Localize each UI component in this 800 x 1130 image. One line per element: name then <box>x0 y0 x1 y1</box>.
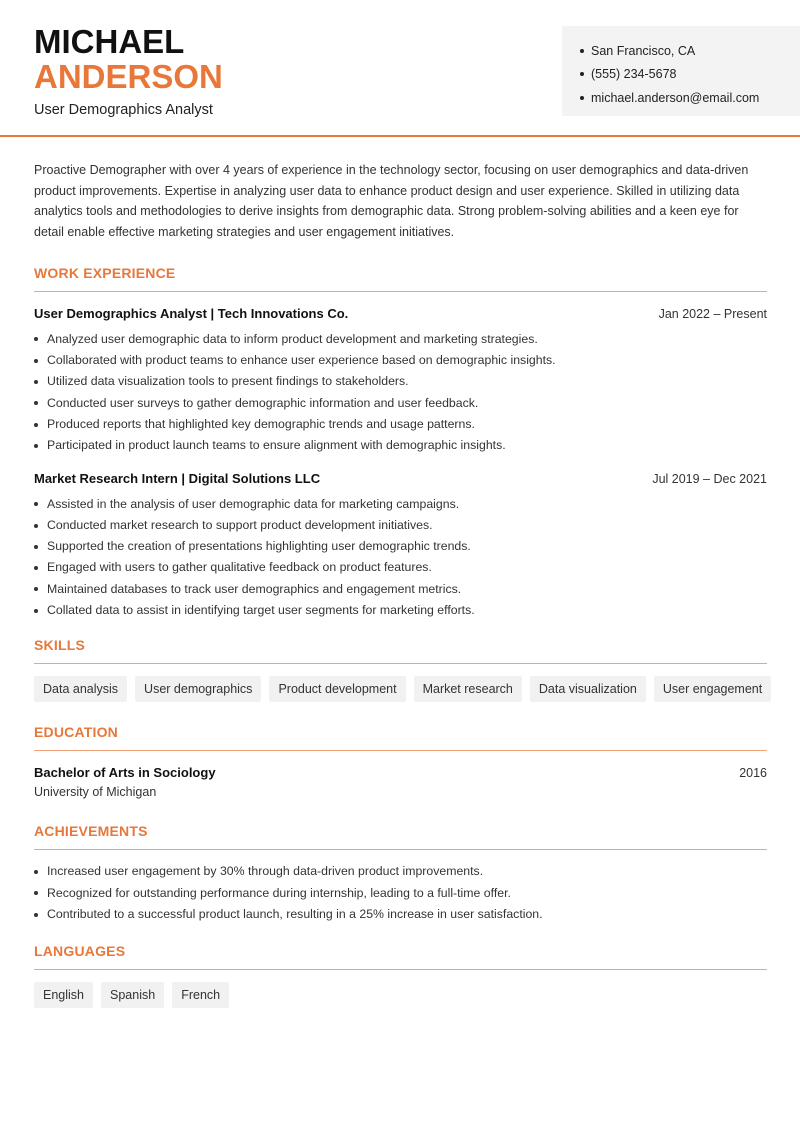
bullet-icon <box>34 444 38 448</box>
section-title-skills: SKILLS <box>34 637 767 664</box>
list-item-text: Produced reports that highlighted key demographic trends and usage patterns. <box>47 417 475 431</box>
summary: Proactive Demographer with over 4 years of experience in the technology sector, focusing on user demographics and data-driven product improvements. Expertise in analyzing user data to enhance product design and user experience. Skilled in utilizing data analytics tools and methodologies to derive insights from demographic data. Strong problem-solving abilities and a keen eye for detail enable effective marketing strategies and user engagement initiatives. <box>34 163 749 240</box>
language-tag: French <box>172 982 229 1008</box>
bullet-icon <box>580 72 584 76</box>
section-title-work: WORK EXPERIENCE <box>34 265 767 292</box>
skills-list <box>34 676 767 702</box>
list-item <box>34 329 767 350</box>
list-item <box>34 414 767 435</box>
contact-location <box>580 39 800 63</box>
list-item <box>34 600 767 621</box>
job-bullets <box>34 329 767 457</box>
bullet-icon <box>34 423 38 427</box>
name-block <box>34 24 223 118</box>
list-item-text: Conducted user surveys to gather demographic information and user feedback. <box>47 395 479 410</box>
job-title: User Demographics Analyst <box>34 102 213 118</box>
bullet-icon <box>34 359 38 363</box>
list-item-text: Assisted in the analysis of user demographic data for marketing campaigns. <box>47 496 460 511</box>
bullet-icon <box>34 524 38 528</box>
list-item-text: Contributed to a successful product launch, resulting in a 25% increase in user satisfaction. <box>47 906 543 921</box>
education-year: 2016 <box>739 766 767 781</box>
list-item-text: Analyzed user demographic data to inform product development and marketing strategies. <box>47 331 538 346</box>
bullet-icon <box>34 870 38 874</box>
job-header <box>34 306 767 321</box>
list-item-text: Supported the creation of presentations highlighting user demographic trends. <box>47 539 471 554</box>
list-item <box>34 536 767 557</box>
list-item <box>34 435 767 456</box>
section-title-education: EDUCATION <box>34 724 767 751</box>
job-entry <box>34 471 767 622</box>
job-entry <box>34 306 767 457</box>
job-role: User Demographics Analyst | Tech Innovations Co. <box>34 305 349 321</box>
list-item-text: Collaborated with product teams to enhance user experience based on demographic insights. <box>47 353 556 368</box>
bullet-icon <box>34 502 38 506</box>
list-item <box>34 515 767 536</box>
skills-section <box>34 637 767 702</box>
bullet-icon <box>34 545 38 549</box>
skill-tag: Product development <box>269 676 405 702</box>
list-item-text: Maintained databases to track user demographics and engagement metrics. <box>47 581 462 596</box>
contact-email-text: michael.anderson@email.com <box>591 90 760 105</box>
resume-header <box>0 0 800 137</box>
resume-body <box>34 160 767 1008</box>
section-title-languages: LANGUAGES <box>34 943 767 970</box>
list-item-text: Utilized data visualization tools to present findings to stakeholders. <box>47 374 409 389</box>
education-section <box>34 724 767 799</box>
skill-tag: Data analysis <box>34 676 127 702</box>
list-item <box>34 494 767 515</box>
contact-phone-text: (555) 234-5678 <box>591 67 677 82</box>
language-tag: English <box>34 982 93 1008</box>
last-name: ANDERSON <box>34 58 223 95</box>
education-degree: Bachelor of Arts in Sociology <box>34 765 216 781</box>
list-item-text: Conducted market research to support product development initiatives. <box>47 517 433 532</box>
list-item <box>34 371 767 392</box>
bullet-icon <box>34 913 38 917</box>
job-header <box>34 471 767 486</box>
job-dates: Jul 2019 – Dec 2021 <box>652 471 767 486</box>
list-item <box>34 883 767 904</box>
list-item <box>34 393 767 414</box>
skill-tag: Data visualization <box>530 676 646 702</box>
bullet-icon <box>34 566 38 570</box>
section-title-achievements: ACHIEVEMENTS <box>34 823 767 850</box>
job-role: Market Research Intern | Digital Solutions LLC <box>34 470 321 486</box>
work-section <box>34 265 767 622</box>
contact-location-text: San Francisco, CA <box>591 43 696 58</box>
list-item <box>34 861 767 882</box>
bullet-icon <box>34 609 38 613</box>
education-entry <box>34 765 767 780</box>
list-item-text: Recognized for outstanding performance during internship, leading to a full-time offer. <box>47 885 511 900</box>
contact-box <box>562 26 800 116</box>
job-dates: Jan 2022 – Present <box>658 306 767 321</box>
list-item-text: Engaged with users to gather qualitative feedback on product features. <box>47 560 432 575</box>
bullet-icon <box>34 587 38 591</box>
list-item-text: Increased user engagement by 30% through data-driven product improvements. <box>47 864 484 879</box>
bullet-icon <box>580 49 584 53</box>
list-item <box>34 904 767 925</box>
skill-tag: User demographics <box>135 676 261 702</box>
languages-section <box>34 943 767 1008</box>
education-school: University of Michigan <box>34 785 157 800</box>
list-item <box>34 350 767 371</box>
skill-tag: Market research <box>414 676 522 702</box>
list-item-text: Collated data to assist in identifying target user segments for marketing efforts. <box>47 603 475 618</box>
contact-email <box>580 86 800 110</box>
bullet-icon <box>34 380 38 384</box>
contact-phone <box>580 63 800 87</box>
skill-tag: User engagement <box>654 676 771 702</box>
language-tag: Spanish <box>101 982 164 1008</box>
achievements-section <box>34 823 767 925</box>
list-item <box>34 579 767 600</box>
list-item <box>34 557 767 578</box>
languages-list <box>34 982 767 1008</box>
bullet-icon <box>34 337 38 341</box>
achievements-list <box>34 861 767 925</box>
job-bullets <box>34 494 767 622</box>
bullet-icon <box>34 891 38 895</box>
bullet-icon <box>580 96 584 100</box>
list-item-text: Participated in product launch teams to ensure alignment with demographic insights. <box>47 438 506 453</box>
bullet-icon <box>34 401 38 405</box>
first-name: MICHAEL <box>34 23 185 60</box>
